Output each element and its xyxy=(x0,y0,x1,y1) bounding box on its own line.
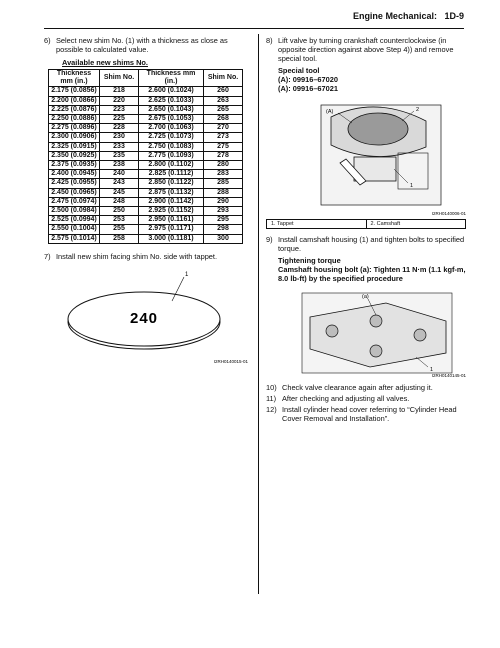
thickness-cell: 2.750 (0.1083) xyxy=(139,142,204,151)
thickness-cell: 2.325 (0.0915) xyxy=(49,142,100,151)
fig1-label-a: (A) xyxy=(326,109,334,115)
shim-no-cell: 293 xyxy=(204,207,243,216)
thickness-cell: 2.475 (0.0974) xyxy=(49,197,100,206)
header-thickness-1: Thickness mm (in.) xyxy=(49,70,100,87)
shim-no-cell: 265 xyxy=(204,105,243,114)
shim-table-row xyxy=(49,179,243,188)
header-page-number: 1D-9 xyxy=(444,11,464,21)
shim-table-row xyxy=(49,188,243,197)
shim-no-cell: 288 xyxy=(204,188,243,197)
shim-no-cell: 253 xyxy=(100,216,139,225)
thickness-cell: 2.375 (0.0935) xyxy=(49,161,100,170)
shim-no-cell: 298 xyxy=(204,225,243,234)
step-6-text: Select new shim No. (1) with a thickness as close as possible to calculated value. xyxy=(56,36,228,54)
shim-table-row xyxy=(49,105,243,114)
shim-table-row xyxy=(49,161,243,170)
special-tool-title: Special tool xyxy=(278,66,320,75)
shim-table-row xyxy=(49,207,243,216)
shim-no-cell: 258 xyxy=(100,234,139,243)
thickness-cell: 2.350 (0.0925) xyxy=(49,151,100,160)
shim-table-row xyxy=(49,115,243,124)
step-10 xyxy=(266,383,466,392)
shim-no-cell: 280 xyxy=(204,161,243,170)
thickness-cell: 2.175 (0.0856) xyxy=(49,87,100,96)
housing-bolt-1 xyxy=(326,325,338,337)
shim-figure xyxy=(44,267,248,367)
thickness-cell: 2.650 (0.1043) xyxy=(139,105,204,114)
shim-no-cell: 238 xyxy=(100,161,139,170)
shim-table-row xyxy=(49,216,243,225)
shim-table-row xyxy=(49,234,243,243)
thickness-cell: 2.875 (0.1132) xyxy=(139,188,204,197)
shim-no-cell: 220 xyxy=(100,96,139,105)
thickness-cell: 2.550 (0.1004) xyxy=(49,225,100,234)
shim-table-row xyxy=(49,87,243,96)
shim-table-row xyxy=(49,124,243,133)
thickness-cell: 2.425 (0.0955) xyxy=(49,179,100,188)
shim-no-cell: 268 xyxy=(204,115,243,124)
thickness-cell: 2.500 (0.0984) xyxy=(49,207,100,216)
step-6 xyxy=(44,36,248,54)
thickness-cell: 2.575 (0.1014) xyxy=(49,234,100,243)
step-7-number: 7) xyxy=(44,251,51,261)
shim-number: 240 xyxy=(129,309,159,327)
valve-lift-figure xyxy=(266,97,466,217)
thickness-cell: 2.225 (0.0876) xyxy=(49,105,100,114)
fig1-label-1: 1 xyxy=(410,183,414,189)
step-9-text: Install camshaft housing (1) and tighten bolts to specified torque. xyxy=(278,235,465,253)
thickness-cell: 2.825 (0.1112) xyxy=(139,170,204,179)
column-divider xyxy=(258,34,259,594)
step-12-text: Install cylinder head cover referring to “Cylinder Head Cover Removal and Installation”. xyxy=(282,405,457,423)
shim-table xyxy=(48,69,243,244)
shim-no-cell: 285 xyxy=(204,179,243,188)
special-tool-1: (A): 09916–67020 xyxy=(278,75,338,84)
fig2-label-a: (a) xyxy=(362,294,369,300)
shim-no-cell: 243 xyxy=(100,179,139,188)
step-9 xyxy=(266,235,466,253)
thickness-cell: 2.900 (0.1142) xyxy=(139,197,204,206)
shim-no-cell: 223 xyxy=(100,105,139,114)
thickness-cell: 3.000 (0.1181) xyxy=(139,234,204,243)
fig2-label-1: 1 xyxy=(430,367,434,373)
housing-bolt-3 xyxy=(414,329,426,341)
caption-camshaft: 2. Camshaft xyxy=(366,220,466,228)
page-header xyxy=(44,8,464,29)
shim-no-cell: 275 xyxy=(204,142,243,151)
step-11-text: After checking and adjusting all valves. xyxy=(282,394,410,403)
header-shim-no-2: Shim No. xyxy=(204,70,243,87)
step-11 xyxy=(266,394,466,403)
shim-no-cell: 260 xyxy=(204,87,243,96)
shim-no-cell: 250 xyxy=(100,207,139,216)
camshaft-housing-figure xyxy=(266,287,466,379)
shim-no-cell: 245 xyxy=(100,188,139,197)
torque-text: Camshaft housing bolt (a): Tighten 11 N·m (1.1 kgf-m, 8.0 lb-ft) by the specified procedure xyxy=(278,265,466,283)
thickness-cell: 2.775 (0.1093) xyxy=(139,151,204,160)
header-thickness-2: Thickness mm (in.) xyxy=(139,70,204,87)
shim-no-cell: 255 xyxy=(100,225,139,234)
special-tool-2: (A): 09916–67021 xyxy=(278,84,338,93)
step-12 xyxy=(266,405,466,423)
shim-no-cell: 230 xyxy=(100,133,139,142)
fig2-code: I2RH0140145-01 xyxy=(431,373,466,378)
shim-no-cell: 228 xyxy=(100,124,139,133)
shim-no-cell: 240 xyxy=(100,170,139,179)
shim-no-cell: 263 xyxy=(204,96,243,105)
step-8 xyxy=(266,36,466,63)
step-7-text: Install new shim facing shim No. side with tappet. xyxy=(56,251,218,261)
shim-no-cell: 300 xyxy=(204,234,243,243)
shim-table-row xyxy=(49,225,243,234)
shim-no-cell: 235 xyxy=(100,151,139,160)
camshaft-cross-section xyxy=(348,113,408,145)
thickness-cell: 2.625 (0.1033) xyxy=(139,96,204,105)
thickness-cell: 2.725 (0.1073) xyxy=(139,133,204,142)
thickness-cell: 2.200 (0.0866) xyxy=(49,96,100,105)
step-8-number: 8) xyxy=(266,36,273,45)
header-shim-no-1: Shim No. xyxy=(100,70,139,87)
shim-table-row xyxy=(49,96,243,105)
shim-table-row xyxy=(49,151,243,160)
shim-table-title: Available new shims No. xyxy=(62,58,148,67)
step-6-number: 6) xyxy=(44,36,51,45)
step-9-number: 9) xyxy=(266,235,273,244)
shim-no-cell: 278 xyxy=(204,151,243,160)
thickness-cell: 2.275 (0.0896) xyxy=(49,124,100,133)
shim-no-cell: 295 xyxy=(204,216,243,225)
thickness-cell: 2.300 (0.0906) xyxy=(49,133,100,142)
shim-callout-label: 1 xyxy=(185,271,189,278)
thickness-cell: 2.525 (0.0994) xyxy=(49,216,100,225)
shim-no-cell: 218 xyxy=(100,87,139,96)
shim-table-row xyxy=(49,133,243,142)
step-10-text: Check valve clearance again after adjusting it. xyxy=(282,383,433,392)
shim-table-row xyxy=(49,197,243,206)
thickness-cell: 2.950 (0.1161) xyxy=(139,216,204,225)
caption-tappet: 1. Tappet xyxy=(271,221,294,227)
fig1-label-2: 2 xyxy=(416,107,420,113)
shim-table-row xyxy=(49,142,243,151)
step-11-number: 11) xyxy=(266,394,277,403)
fig1-code: I2RH0140006-01 xyxy=(431,211,466,216)
thickness-cell: 2.800 (0.1102) xyxy=(139,161,204,170)
shim-no-cell: 225 xyxy=(100,115,139,124)
right-column xyxy=(266,36,466,423)
thickness-cell: 2.250 (0.0886) xyxy=(49,115,100,124)
step-10-number: 10) xyxy=(266,383,277,392)
shim-no-cell: 273 xyxy=(204,133,243,142)
header-title: Engine Mechanical: xyxy=(352,11,437,21)
thickness-cell: 2.975 (0.1171) xyxy=(139,225,204,234)
thickness-cell: 2.850 (0.1122) xyxy=(139,179,204,188)
shim-table-row xyxy=(49,170,243,179)
left-column xyxy=(44,36,248,367)
step-7 xyxy=(44,252,248,261)
thickness-cell: 2.675 (0.1053) xyxy=(139,115,204,124)
shim-figure-code: I2RH0140015-01 xyxy=(213,358,248,364)
housing-bolt-2 xyxy=(370,315,382,327)
step-12-number: 12) xyxy=(266,405,277,414)
torque-title: Tightening torque xyxy=(278,256,341,265)
housing-bolt-4 xyxy=(370,345,382,357)
step-8-text: Lift valve by turning crankshaft counterclockwise (in opposite direction against above Step 4)) and remove special tool. xyxy=(278,36,454,63)
shim-no-cell: 248 xyxy=(100,197,139,206)
shim-no-cell: 270 xyxy=(204,124,243,133)
fig1-caption-box xyxy=(266,219,466,229)
header-text xyxy=(353,11,464,21)
thickness-cell: 2.700 (0.1063) xyxy=(139,124,204,133)
thickness-cell: 2.450 (0.0965) xyxy=(49,188,100,197)
thickness-cell: 2.400 (0.0945) xyxy=(49,170,100,179)
shim-table-header-row xyxy=(49,70,243,87)
shim-no-cell: 283 xyxy=(204,170,243,179)
thickness-cell: 2.600 (0.1024) xyxy=(139,87,204,96)
shim-table-body xyxy=(49,87,243,243)
shim-no-cell: 290 xyxy=(204,197,243,206)
shim-no-cell: 233 xyxy=(100,142,139,151)
thickness-cell: 2.925 (0.1152) xyxy=(139,207,204,216)
